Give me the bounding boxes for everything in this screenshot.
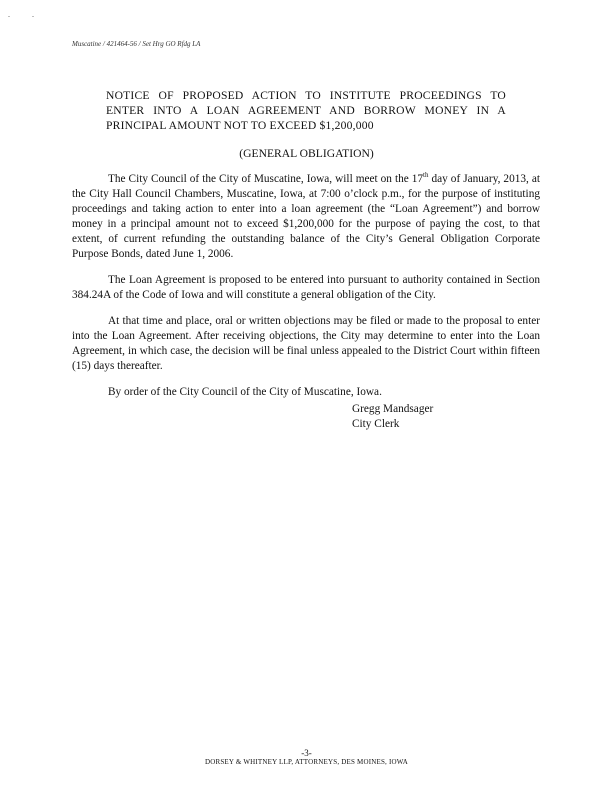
signer-title: City Clerk xyxy=(352,418,400,430)
subtitle-text: (GENERAL OBLIGATION) xyxy=(239,147,374,160)
paragraph-objections: At that time and place, oral or written objections may be filed or made to the proposal to enter into the Loan Agreement. After receiving objections, the City may determine to enter into the Loan Agreement, in which case, the decision will be final unless appealed to the District Court within fifteen (15) days thereafter. xyxy=(72,315,540,372)
notice-body xyxy=(72,172,540,411)
paragraph-authority: The Loan Agreement is proposed to be entered into pursuant to authority contained in Section 384.24A of the Code of Iowa and will constitute a general obligation of the City. xyxy=(72,274,540,301)
notice-subtitle xyxy=(0,147,613,160)
file-reference: Muscatine / 421464-56 / Set Hrg GO Rfdg LA xyxy=(72,40,201,48)
footer-firm: DORSEY & WHITNEY LLP, ATTORNEYS, DES MOINES, IOWA xyxy=(204,758,409,766)
paragraph-order: By order of the City Council of the City of Muscatine, Iowa. xyxy=(108,386,382,398)
scan-marks: . . xyxy=(8,10,44,19)
paragraph-meeting-rest: day of January, 2013, at the City Hall Council Chambers, Muscatine, Iowa, at 7:00 o’clock p.m., for the purpose of instituting proceedings and taking action to enter into a loan agreement (the “Loan Agreement”) and borrow money in a principal amount not to exceed $1,200,000 for the purpose of paying the cost, to that extent, of current refunding the outstanding balance of the City’s General Obligation Corporate Purpose Bonds, dated June 1, 2006. xyxy=(72,173,540,260)
paragraph-meeting xyxy=(72,172,540,262)
paragraph-meeting-start: The City Council of the City of Muscatine, Iowa, will meet on the 17 xyxy=(108,173,424,185)
signature-block xyxy=(352,402,433,432)
page-number: -3- xyxy=(301,748,312,758)
notice-title: NOTICE OF PROPOSED ACTION TO INSTITUTE PROCEEDINGS TO ENTER INTO A LOAN AGREEMENT AND BORROW MONEY IN A PRINCIPAL AMOUNT NOT TO EXCEED $1,200,000 xyxy=(106,89,506,132)
ordinal-suffix: th xyxy=(423,171,429,180)
signer-name: Gregg Mandsager xyxy=(352,403,434,415)
